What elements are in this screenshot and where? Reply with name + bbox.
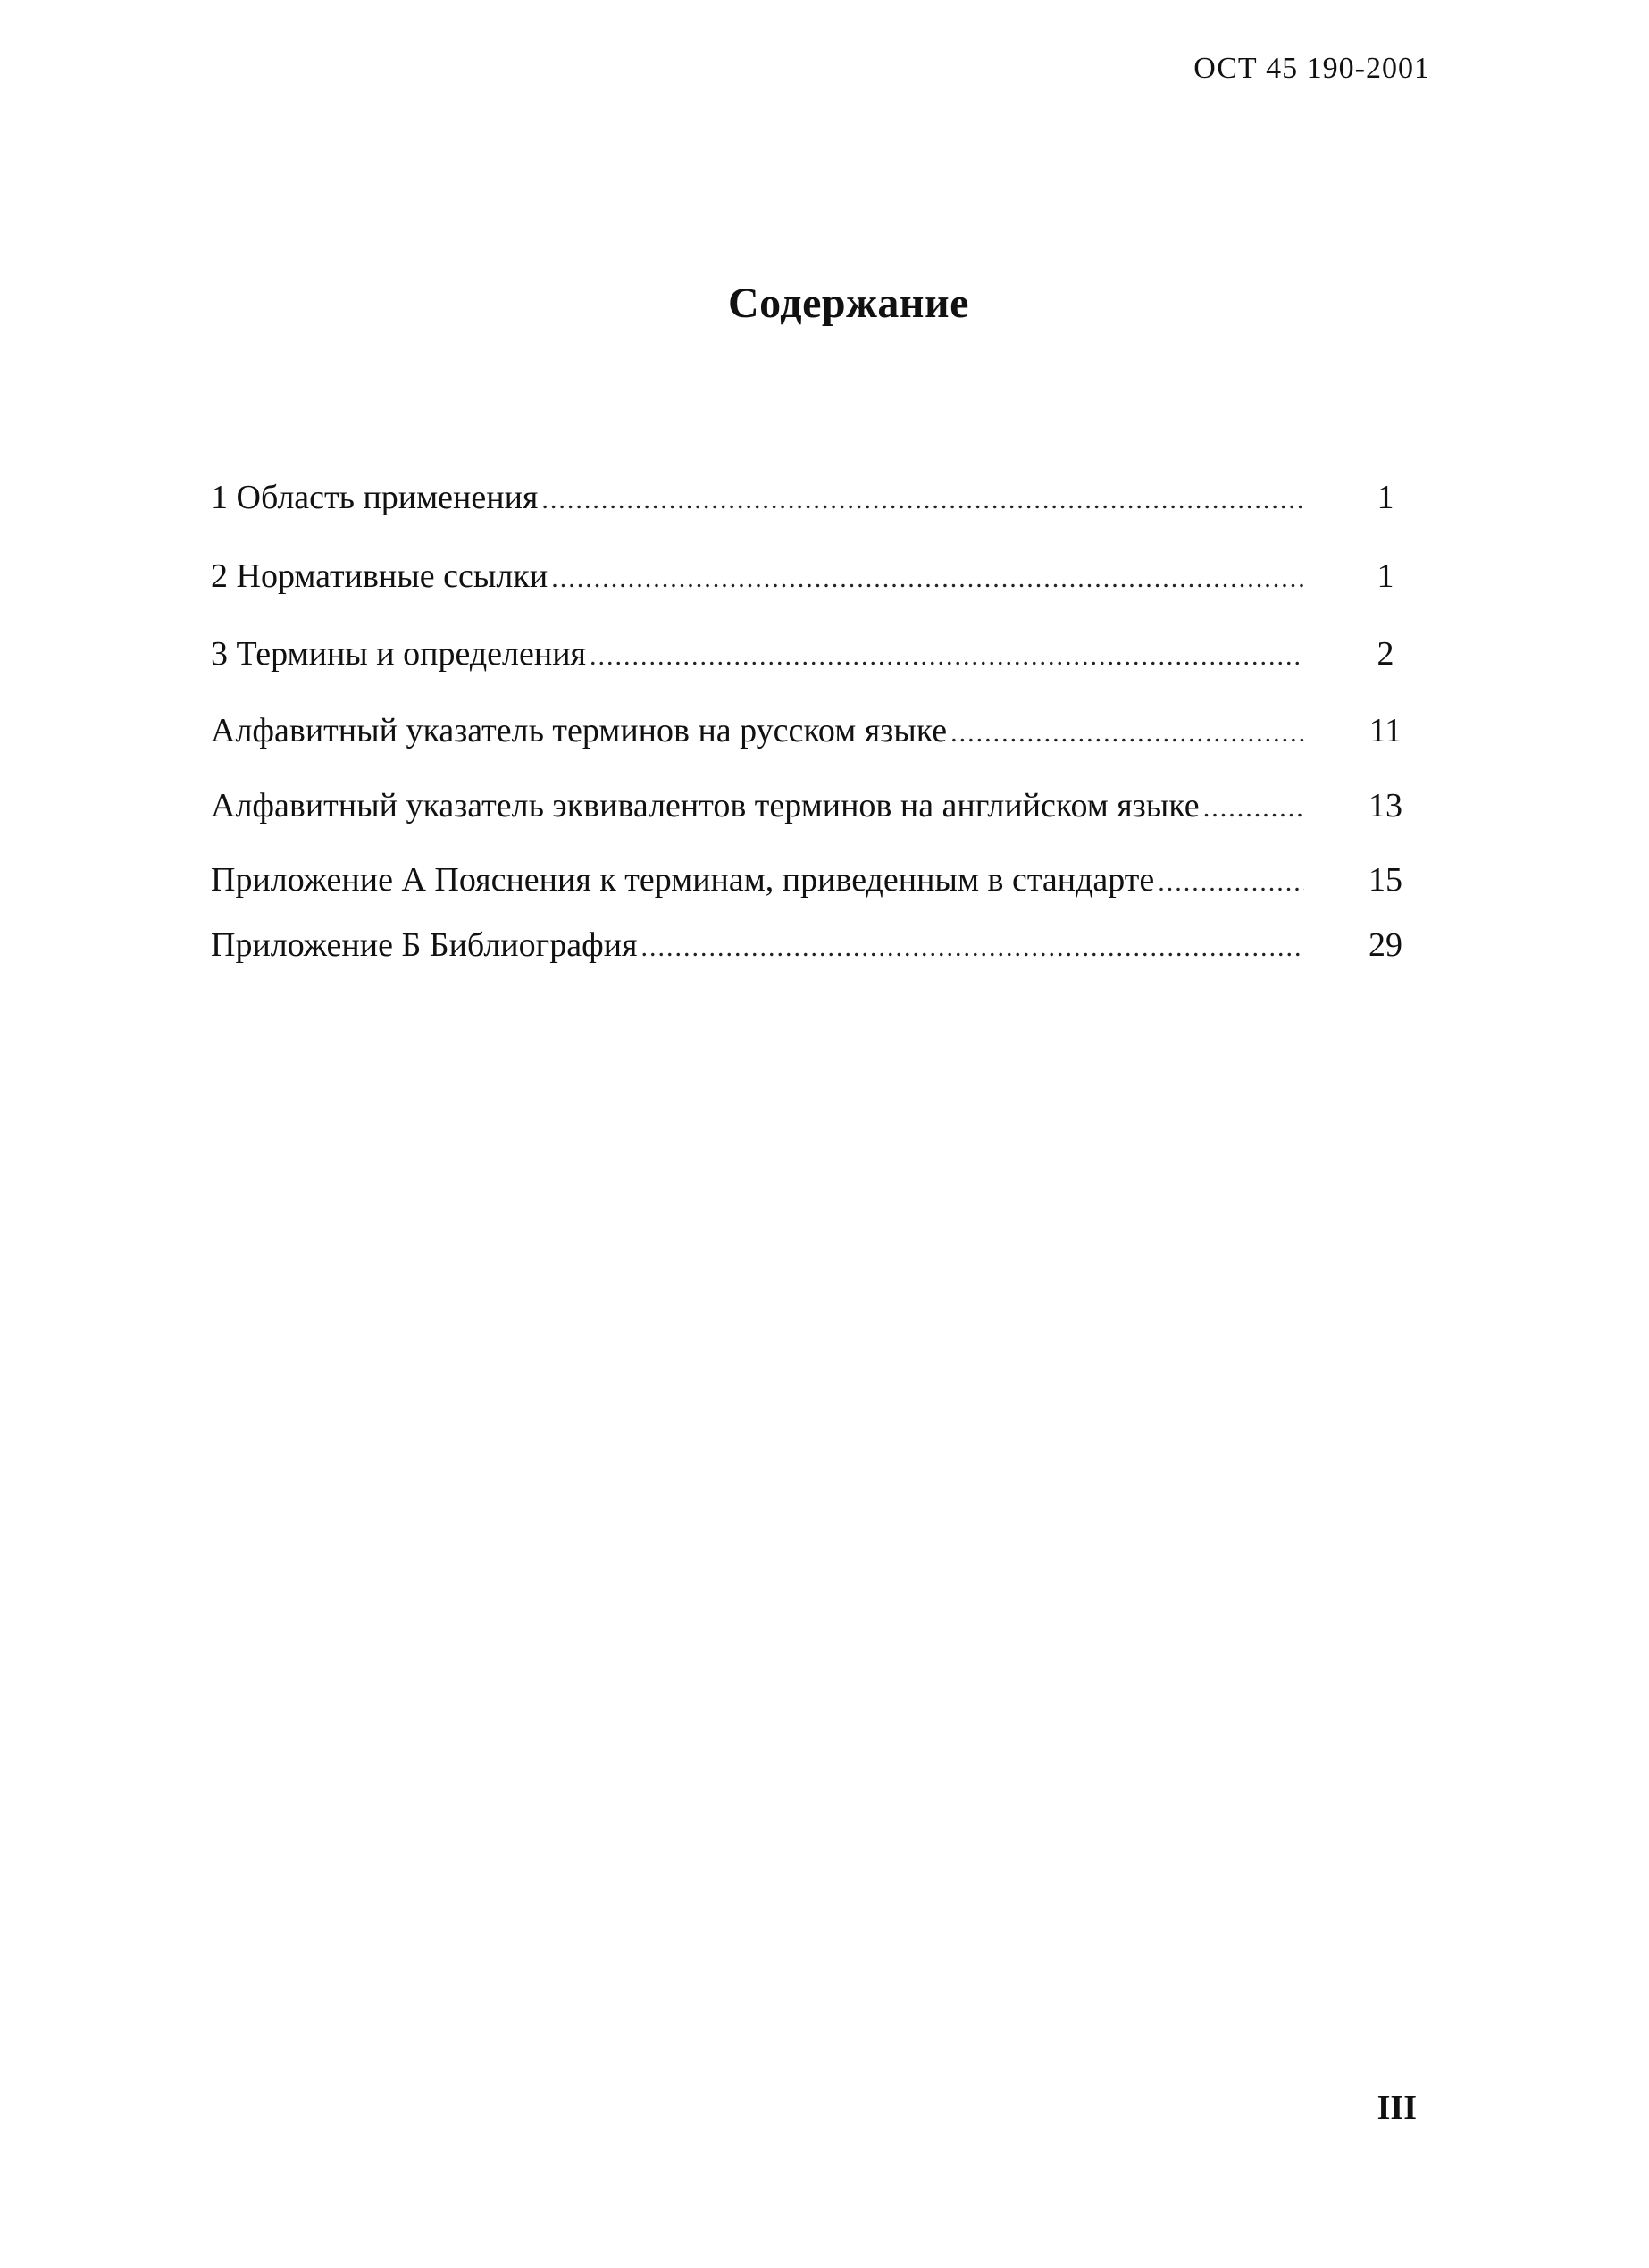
toc-dot-leader — [950, 718, 1304, 749]
toc-entry-label: Приложение А Пояснения к терминам, приведенным в стандарте — [211, 861, 1155, 899]
toc-entry[interactable] — [211, 634, 1408, 675]
toc-dot-leader — [551, 564, 1304, 594]
toc-entry-page: 1 — [1377, 557, 1394, 595]
toc-entry[interactable] — [211, 557, 1408, 598]
toc-dot-leader — [590, 641, 1304, 672]
toc-entry-label: Алфавитный указатель эквивалентов терминов на английском языке — [211, 787, 1200, 824]
toc-dot-leader — [541, 485, 1304, 515]
toc-entry-label: 2 Нормативные ссылки — [211, 557, 548, 595]
toc-entry[interactable] — [211, 925, 1408, 967]
toc-entry-page: 29 — [1369, 926, 1402, 964]
toc-entry[interactable] — [211, 786, 1408, 827]
toc-entry-page: 1 — [1377, 479, 1394, 516]
toc-entry-label: 1 Область применения — [211, 479, 539, 516]
toc-dot-leader — [1158, 867, 1304, 898]
page-number: III — [1377, 2089, 1417, 2127]
toc-entry-label: 3 Термины и определения — [211, 635, 587, 673]
toc-entry-label: Приложение Б Библиография — [211, 926, 638, 964]
toc-dot-leader — [641, 933, 1304, 963]
toc-dot-leader — [1203, 793, 1304, 824]
toc-entry-label: Алфавитный указатель терминов на русском языке — [211, 712, 948, 749]
toc-entry-page: 2 — [1377, 635, 1394, 673]
toc-entry-page: 11 — [1369, 712, 1402, 749]
toc-entry-page: 15 — [1369, 861, 1402, 899]
table-of-contents — [211, 478, 1408, 967]
toc-entry[interactable] — [211, 860, 1408, 901]
toc-entry[interactable] — [211, 711, 1408, 752]
toc-entry[interactable] — [211, 478, 1408, 519]
document-code: ОСТ 45 190-2001 — [1193, 52, 1430, 85]
toc-entry-page: 13 — [1369, 787, 1402, 824]
page-title: Содержание — [728, 280, 969, 327]
